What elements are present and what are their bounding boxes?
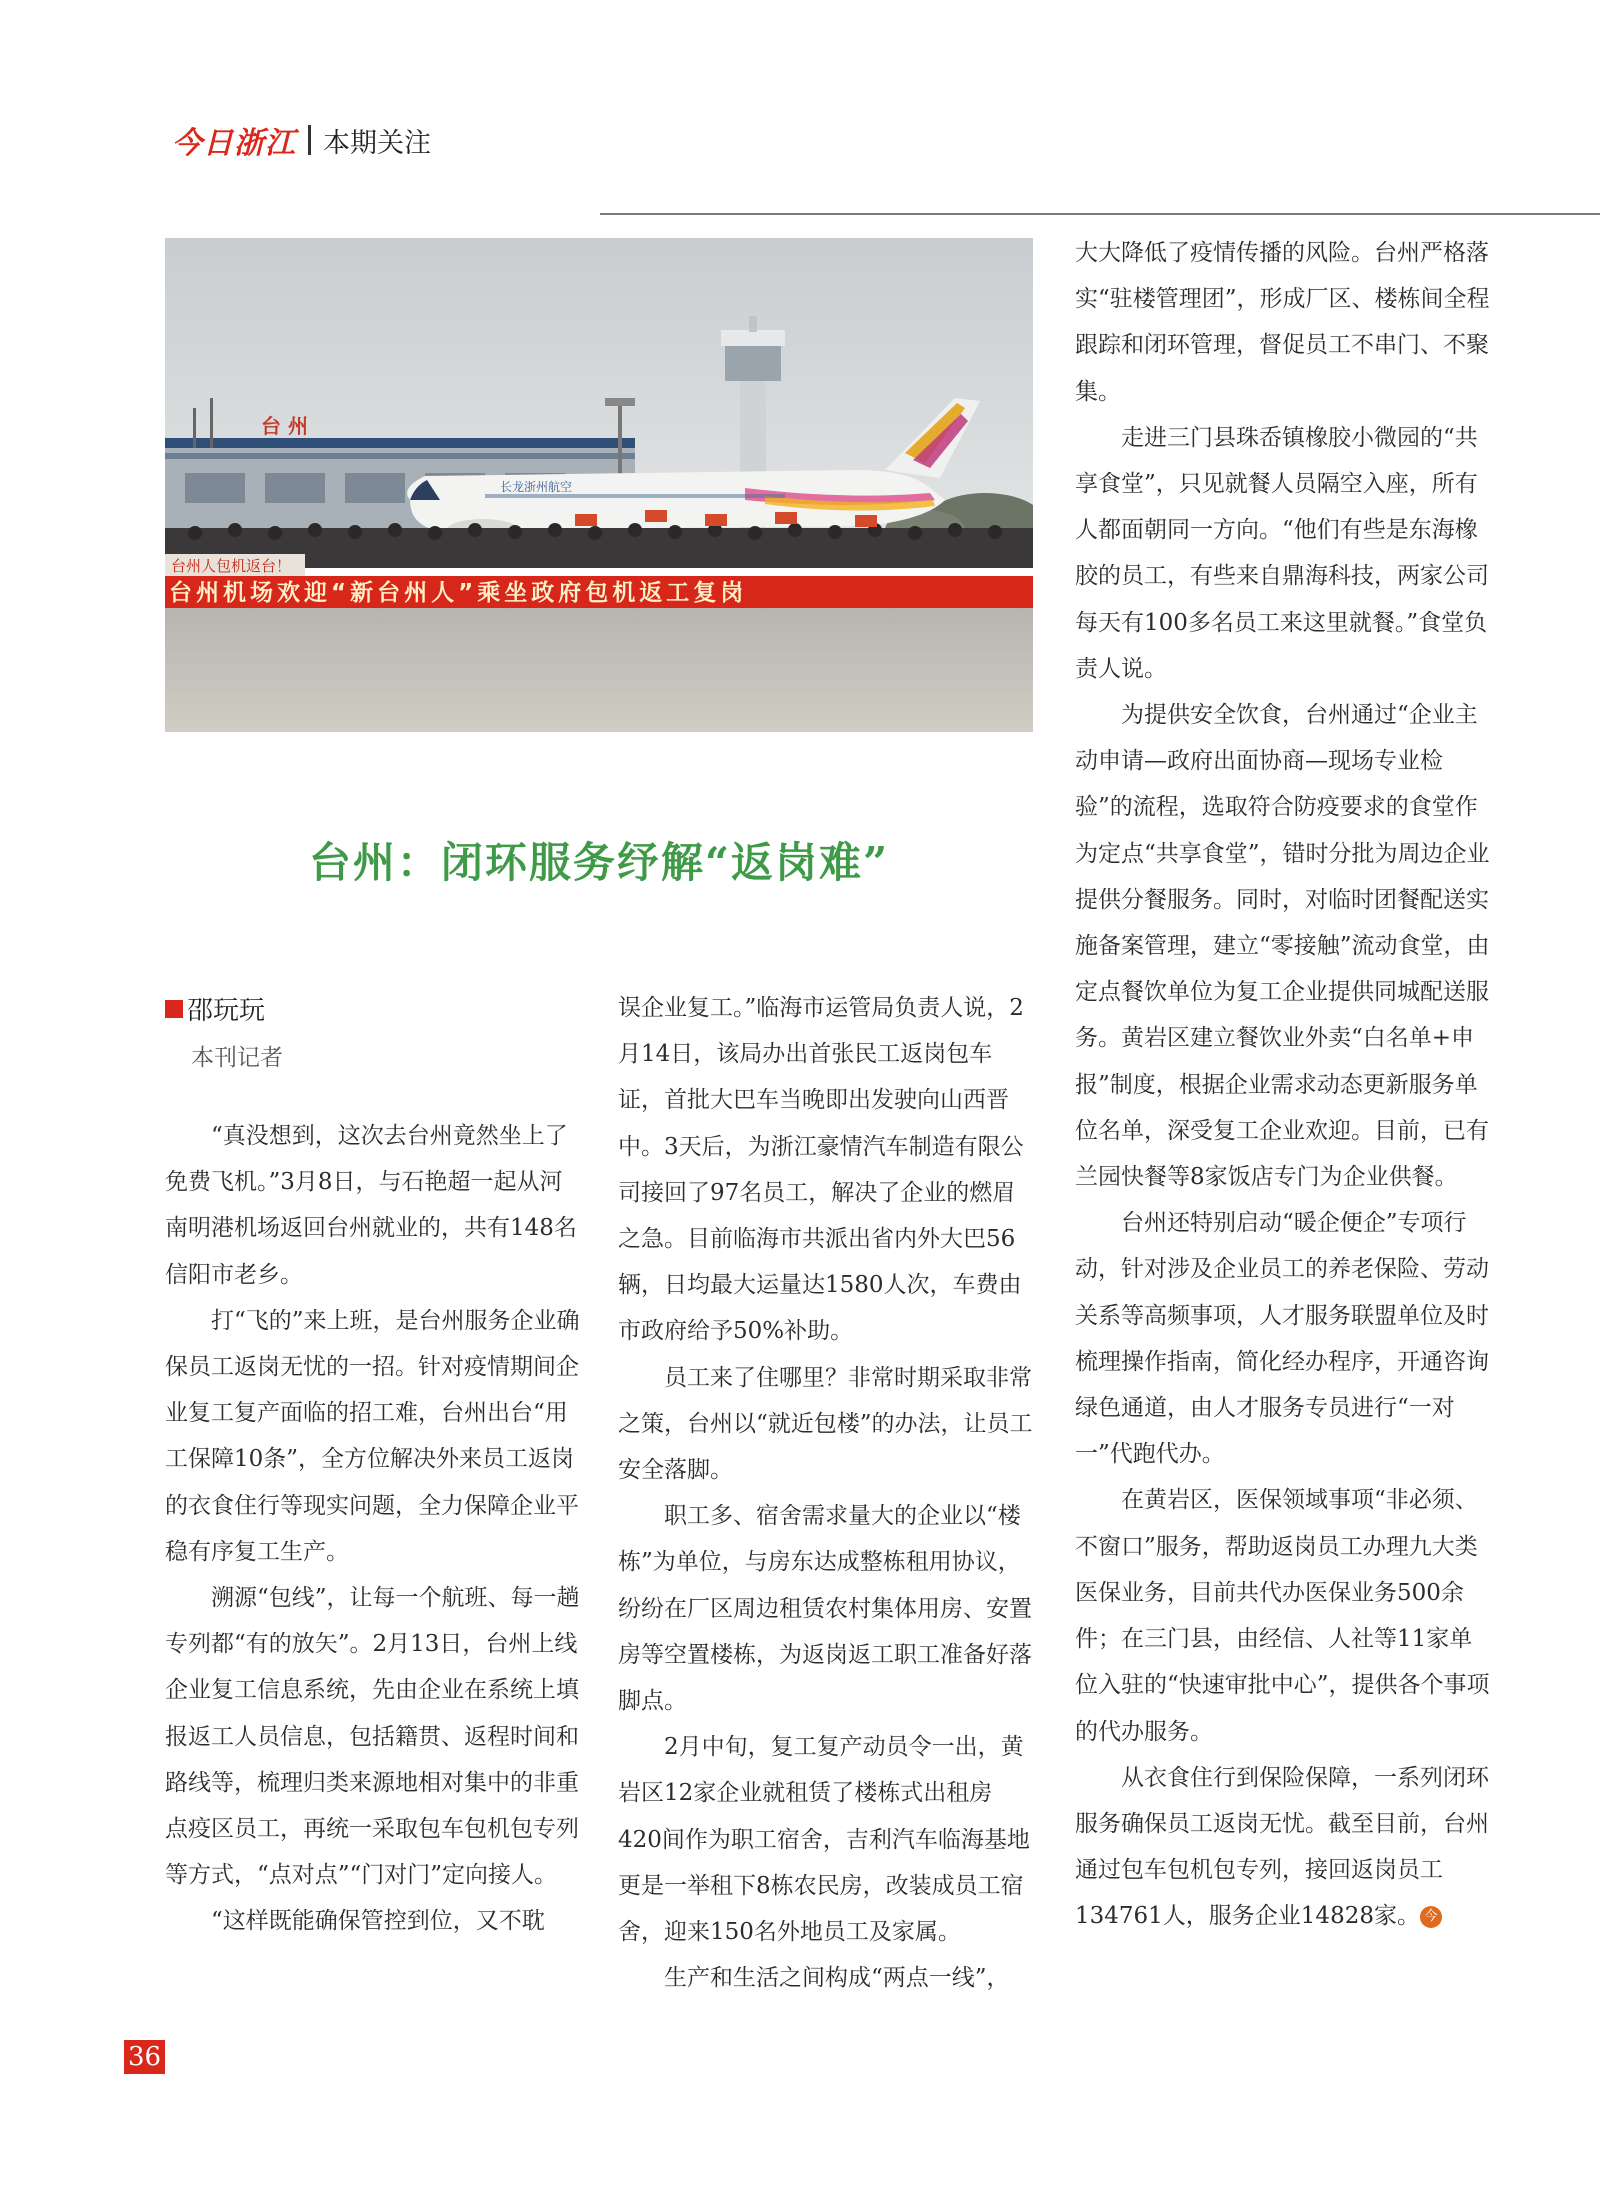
paragraph: 大大降低了疫情传播的风险。台州严格落实“驻楼管理团”，形成厂区、楼栋间全程跟踪和闭环管理，督促员工不串门、不聚集。 — [1075, 240, 1490, 405]
terminal-sign: 台 州 — [261, 414, 308, 438]
paragraph: 走进三门县珠岙镇橡胶小微园的“共享食堂”，只见就餐人员隔空入座，所有人都面朝同一方向。“他们有些是东海橡胶的员工，有些来自鼎海科技，两家公司每天有100多名员工来这里就餐。”食堂负责人说。 — [1075, 424, 1489, 682]
paragraph: 打“飞的”来上班，是台州服务企业确保员工返岗无忧的一招。针对疫情期间企业复工复产面临的招工难，台州出台“用工保障10条”，全方位解决外来员工返岗的衣食住行等现实问题，全力保障企业平稳有序复工生产。 — [165, 1307, 580, 1565]
magazine-logo: 今日浙江 — [172, 126, 296, 161]
paragraph: 2月中旬，复工复产动员令一出，黄岩区12家企业就租赁了楼栋式出租房420间作为职工宿舍，吉利汽车临海基地更是一举租下8栋农民房，改装成员工宿舍，迎来150名外地员工及家属。 — [618, 1734, 1030, 1946]
paragraph: 台州还特别启动“暖企便企”专项行动，针对涉及企业员工的养老保险、劳动关系等高频事项，人才服务联盟单位及时梳理操作指南，简化经办程序，开通咨询绿色通道，由人才服务专员进行“一对一”代跑代办。 — [1075, 1210, 1489, 1468]
paragraph: 员工来了住哪里？非常时期采取非常之策，台州以“就近包楼”的办法，让员工安全落脚。 — [618, 1364, 1033, 1484]
paragraph: 误企业复工。”临海市运管局负责人说，2月14日，该局办出首张民工返岗包车证，首批大巴车当晚即出发驶向山西晋中。3天后，为浙江豪情汽车制造有限公司接回了97名员工，解决了企业的燃眉之急。目前临海市共派出省内外大巴56辆，日均最大运量达1580人次，车费由市政府给予50%补助。 — [618, 995, 1024, 1345]
small-banner: 台州人包机返台！ — [171, 557, 292, 575]
red-square-marker — [165, 1000, 183, 1018]
paragraph: 为提供安全饮食，台州通过“企业主动申请—政府出面协商—现场专业检验”的流程，选取符合防疫要求的食堂作为定点“共享食堂”，错时分批为周边企业提供分餐服务。同时，对临时团餐配送实施备案管理，建立“零接触”流动食堂，由定点餐饮单位为复工企业提供同城配送服务。黄岩区建立餐饮业外卖“白名单+申报”制度，根据企业需求动态更新服务单位名单，深受复工企业欢迎。目前，已有兰园快餐等8家饭店专门为企业供餐。 — [1075, 702, 1490, 1191]
section-label: 本期关注 — [323, 127, 431, 159]
article-title: 台州：闭环服务纾解“返岗难” — [308, 838, 890, 887]
paragraph: 职工多、宿舍需求量大的企业以“楼栋”为单位，与房东达成整栋租用协议，纷纷在厂区周边租赁农村集体用房、安置房等空置楼栋，为返岗返工职工准备好落脚点。 — [618, 1503, 1032, 1715]
page-header — [172, 120, 431, 160]
airline-name: 长龙浙州航空 — [500, 480, 573, 494]
header-divider — [308, 125, 311, 155]
paragraph: 溯源“包线”，让每一个航班、每一趟专列都“有的放矢”。2月13日，台州上线企业复工信息系统，先由企业在系统上填报返工人员信息，包括籍贯、返程时间和路线等，梳理归类来源地相对集中的非重点疫区员工，再统一采取包车包机包专列等方式，“点对点”“门对门”定向接人。 — [165, 1585, 580, 1889]
column-1 — [165, 1113, 583, 1945]
header-rule — [600, 213, 1600, 215]
column-2 — [618, 985, 1036, 2001]
paragraph: 在黄岩区，医保领域事项“非必须、不窗口”服务，帮助返岗员工办理九大类医保业务，目前共代办医保业务500余件；在三门县，由经信、人社等11家单位入驻的“快速审批中心”，提供各个事项的代办服务。 — [1075, 1487, 1490, 1745]
paragraph — [1075, 1755, 1493, 1940]
column-3 — [1075, 230, 1493, 1940]
paragraph: “真没想到，这次去台州竟然坐上了免费飞机。”3月8日，与石艳超一起从河南明港机场返回台州就业的，共有148名信阳市老乡。 — [165, 1123, 577, 1288]
final-paragraph-text: 从衣食住行到保险保障，一系列闭环服务确保员工返岗无忧。截至目前，台州通过包车包机包专列，接回返岗员工134761人，服务企业14828家。 — [1075, 1764, 1489, 1930]
paragraph: “这样既能确保管控到位，又不耽 — [211, 1908, 545, 1935]
author-name: 邵玩玩 — [187, 996, 266, 1026]
main-banner: 台州机场欢迎“新台州人”乘坐政府包机返工复岗 — [169, 580, 748, 606]
author-role: 本刊记者 — [191, 1045, 283, 1071]
byline — [165, 990, 283, 1072]
paragraph: 生产和生活之间构成“两点一线”， — [664, 1965, 1010, 1992]
airport-photo — [165, 238, 1033, 732]
author-line — [165, 990, 283, 1027]
end-mark-icon: 今 — [1420, 1906, 1442, 1928]
page-number: 36 — [124, 2040, 165, 2074]
